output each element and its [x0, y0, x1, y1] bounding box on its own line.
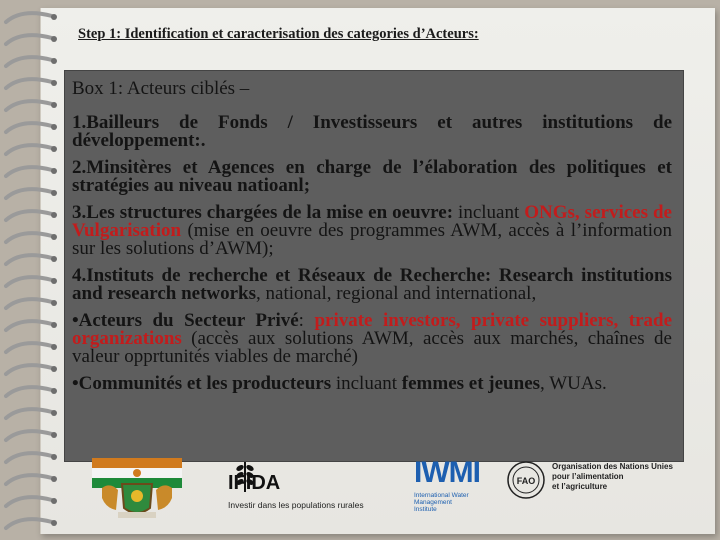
spiral-ring [6, 13, 52, 22]
page-title: Step 1: Identification et caracterisation des categories d’Acteurs: [78, 26, 479, 42]
spiral-hole [51, 454, 57, 460]
item-4-normal: , national, regional and international, [256, 283, 537, 304]
spiral-hole [51, 14, 57, 20]
iwmi-tagline: International Water Management Institute [414, 492, 469, 513]
spiral-hole [51, 300, 57, 306]
item-3-red: ONGs, services de Vulgarisation [72, 202, 672, 241]
spiral-ring [6, 343, 52, 352]
spiral-ring [6, 57, 52, 66]
spiral-hole [51, 520, 57, 526]
item-5-lead: •Acteurs du Secteur Privé [72, 310, 299, 331]
spiral-ring [6, 365, 52, 374]
item-5-normal1: : [298, 310, 315, 331]
spiral-hole [51, 36, 57, 42]
spiral-ring [6, 519, 52, 528]
spiral-ring [6, 475, 52, 484]
spiral-ring [6, 233, 52, 242]
spiral-hole [51, 256, 57, 262]
spiral-ring [6, 123, 52, 132]
fao-seal-text: FAO [516, 476, 536, 486]
list-item [72, 114, 672, 150]
item-1-text: 1.Bailleurs de Fonds / Investisseurs et autres institutions de développement:. [72, 112, 672, 151]
spiral-ring [6, 79, 52, 88]
spiral-hole [51, 432, 57, 438]
spiral-hole [51, 168, 57, 174]
fao-line-3: et l’agriculture [552, 482, 608, 491]
box-content [72, 80, 672, 402]
ifad-name: IFIDA [228, 472, 281, 494]
iwmi-name: IWMI [414, 456, 480, 489]
item-6-lead2: femmes et jeunes [401, 373, 541, 394]
fao-name [552, 462, 673, 492]
item-3-lead: 3.Les structures chargées de la mise en oeuvre: [72, 202, 454, 223]
box-heading: Box 1: Acteurs ciblés – [72, 78, 250, 99]
fao-line-1: Organisation des Nations Unies [552, 462, 673, 471]
spiral-hole [51, 476, 57, 482]
spiral-hole [51, 278, 57, 284]
spiral-ring [6, 387, 52, 396]
spiral-binding [0, 0, 70, 540]
spiral-ring [6, 189, 52, 198]
fao-line-2: pour l’alimentation [552, 472, 624, 481]
spiral-hole [51, 322, 57, 328]
spiral-hole [51, 366, 57, 372]
spiral-ring [6, 431, 52, 440]
item-5-normal2: (accès aux solutions AWM, accès aux marchés, chaînes de valeur opprtunités viables de marché) [72, 328, 672, 367]
spiral-ring [6, 255, 52, 264]
spiral-ring [6, 497, 52, 506]
spiral-ring [6, 211, 52, 220]
spiral-hole [51, 344, 57, 350]
coat-of-arms-logo [92, 458, 182, 520]
spiral-ring [6, 167, 52, 176]
item-6-normal2: , WUAs. [540, 373, 607, 394]
fao-seal-icon [506, 460, 546, 500]
item-4-lead: 4.Instituts de recherche et Réseaux de Recherche: Research institutions and research networks [72, 265, 672, 304]
spiral-hole [51, 190, 57, 196]
spiral-hole [51, 102, 57, 108]
spiral-hole [51, 146, 57, 152]
item-3-normal2: (mise en oeuvre des programmes AWM, accès à l’information sur les solutions d’AWM); [72, 220, 672, 259]
list-item [72, 204, 672, 258]
spiral-ring [6, 101, 52, 110]
item-5-red: private investors, private suppliers, trade organizations [72, 310, 672, 349]
spiral-ring [6, 35, 52, 44]
list-item [72, 375, 672, 393]
spiral-ring [6, 321, 52, 330]
spiral-hole [51, 410, 57, 416]
ifad-tagline: Investir dans les populations rurales [228, 500, 364, 510]
list-item [72, 159, 672, 195]
partner-logos [70, 456, 710, 532]
spiral-hole [51, 58, 57, 64]
item-3-normal1: incluant [453, 202, 525, 223]
spiral-hole [51, 80, 57, 86]
spiral-ring [6, 277, 52, 286]
spiral-ring [6, 299, 52, 308]
spiral-hole [51, 124, 57, 130]
item-6-normal1: incluant [331, 373, 402, 394]
spiral-ring [6, 145, 52, 154]
spiral-ring [6, 409, 52, 418]
spiral-hole [51, 498, 57, 504]
spiral-ring [6, 453, 52, 462]
item-6-lead: •Communités et les producteurs [72, 373, 332, 394]
item-2-text: 2.Minsitères et Agences en charge de l’élaboration des politiques et stratégies au niveau natioanl; [72, 157, 672, 196]
list-item [72, 312, 672, 366]
spiral-hole [51, 388, 57, 394]
list-item [72, 267, 672, 303]
spiral-hole [51, 234, 57, 240]
spiral-hole [51, 212, 57, 218]
